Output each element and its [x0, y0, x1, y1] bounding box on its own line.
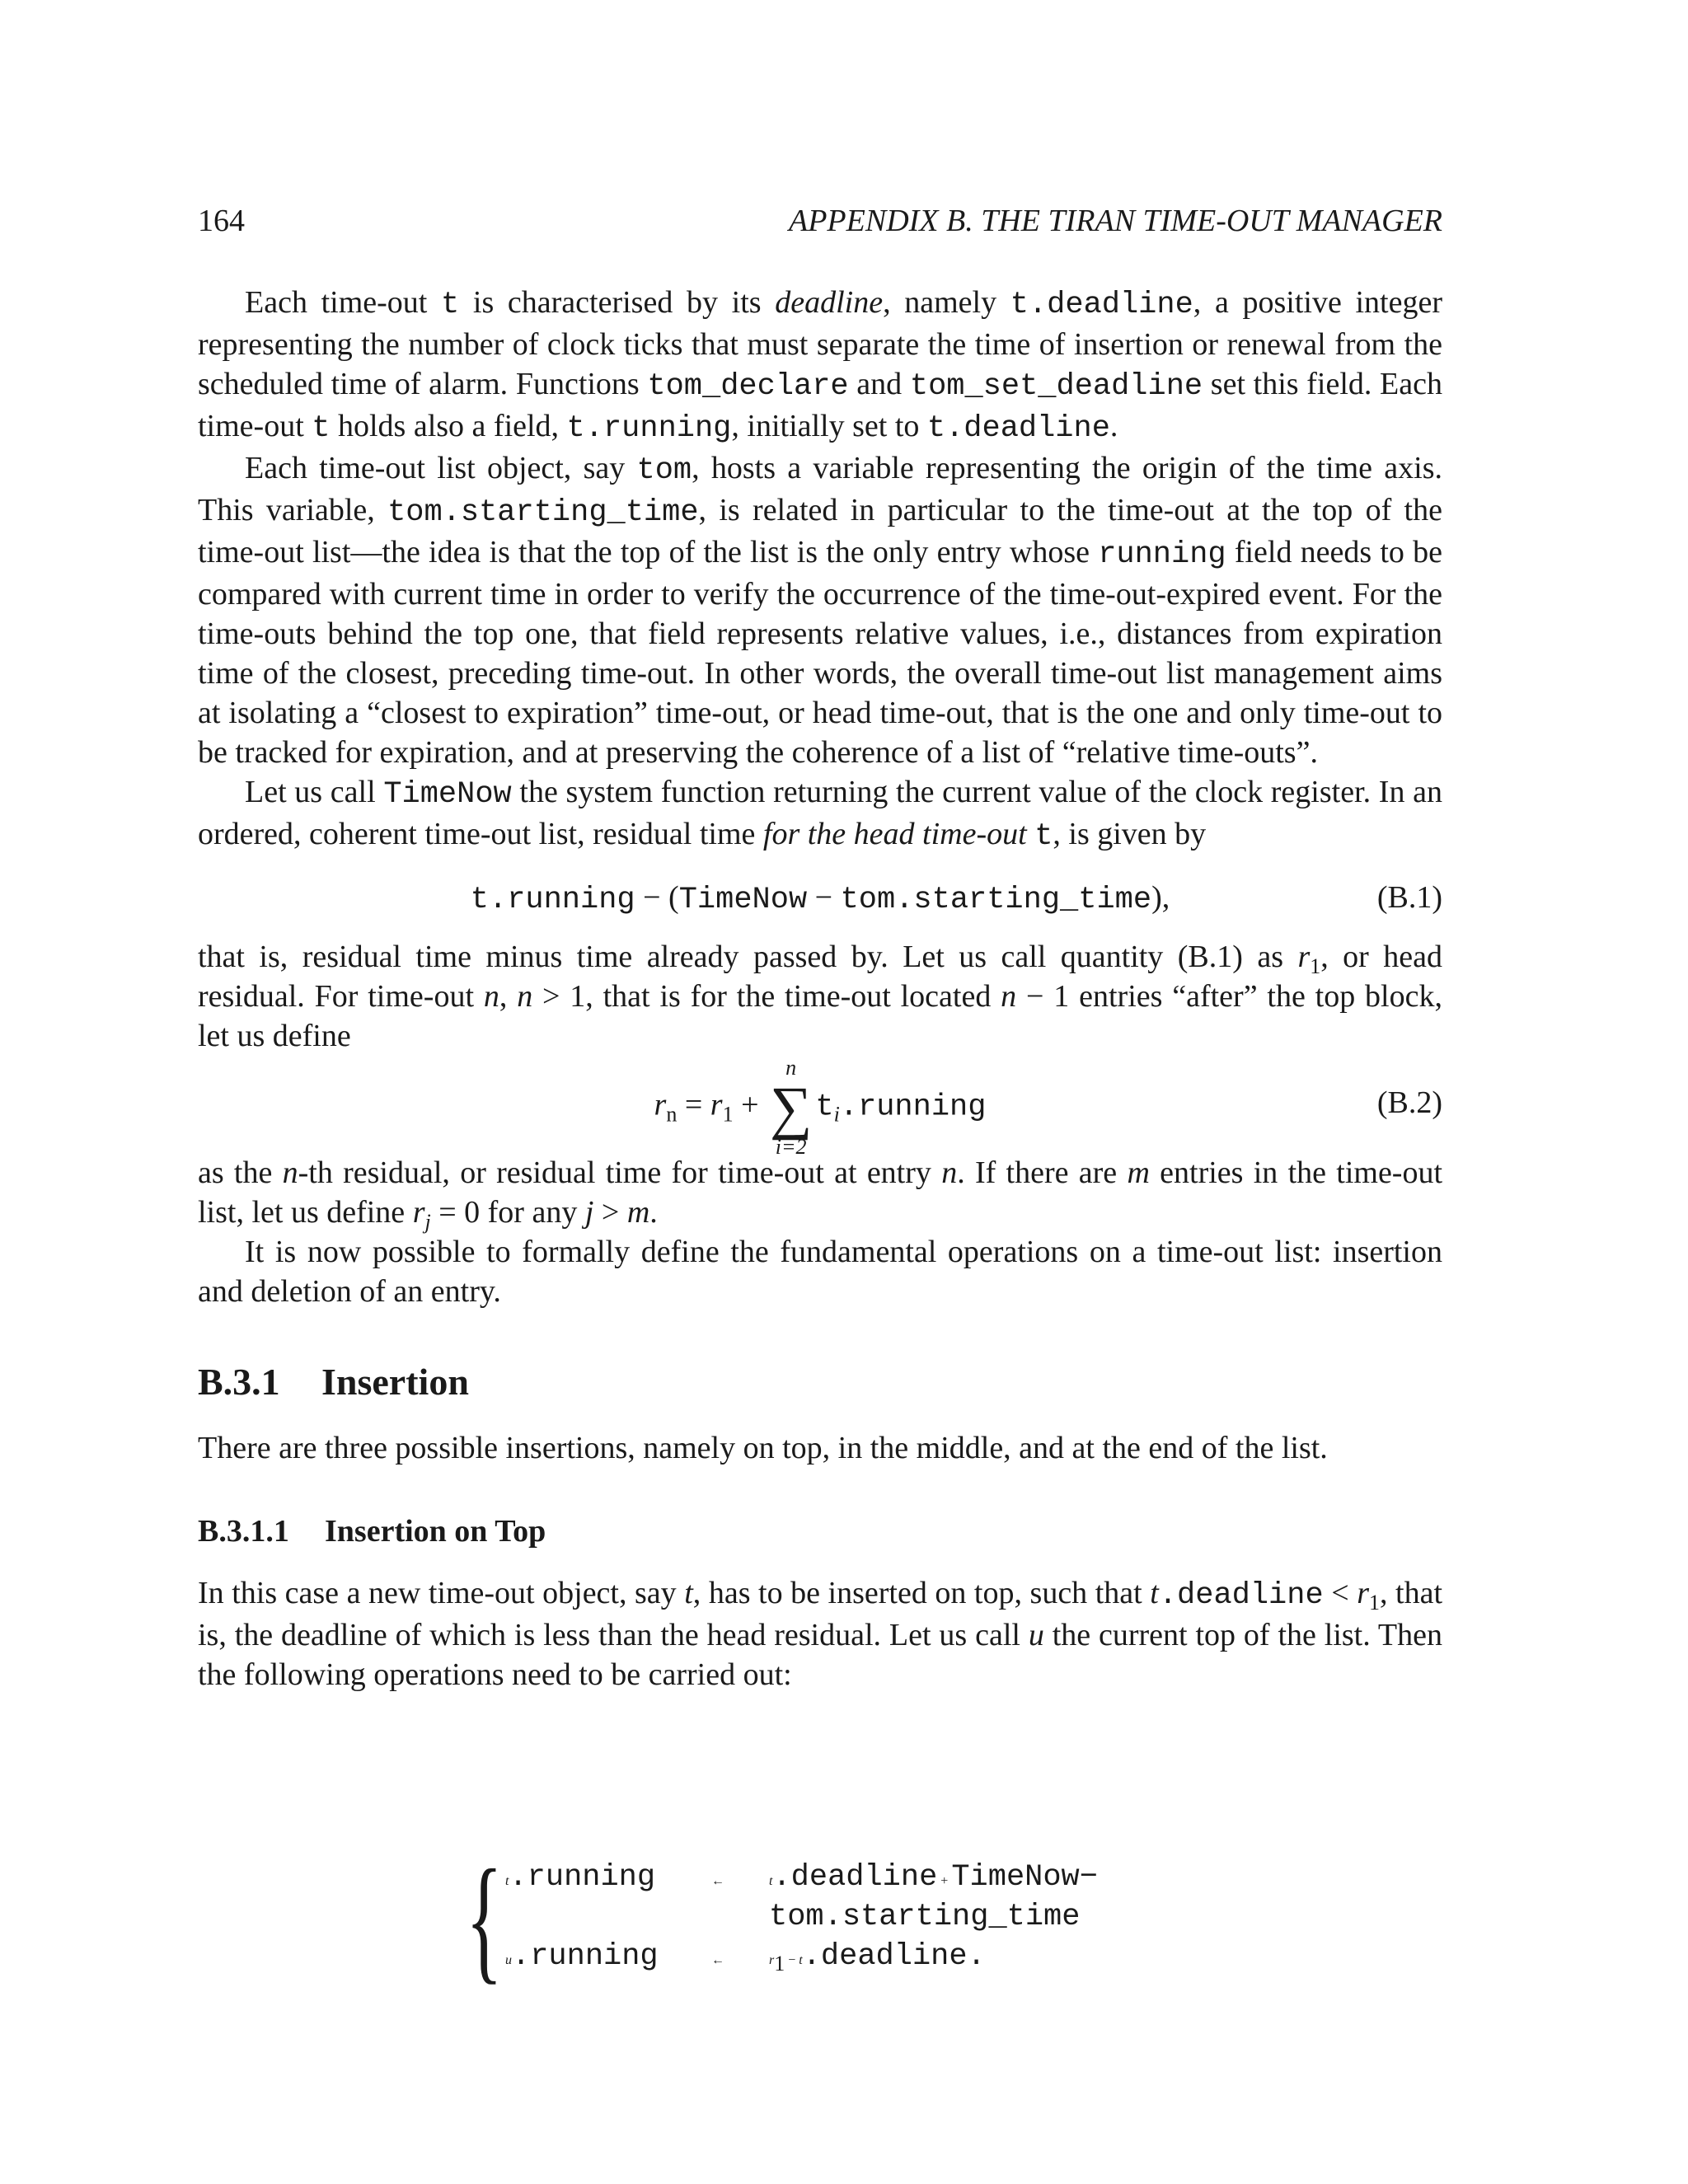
subsection-heading	[198, 1511, 1442, 1552]
equation-b1-number: (B.1)	[1376, 880, 1442, 915]
paragraph-starting-time: Each time-out list object, say tom, hosts a variable representing the origin of the time axis. This variable, tom.starting_time, is related in particular to the time-out at the top of the time-out list—the idea is that the top of the list is the only entry whose running field needs to be compared with current time in order to verify the occurrence of the time-out-expired event. For the time-outs behind the top one, that field represents relative values, i.e., distances from expiration time of the closest, preceding time-out. In other words, the overall time-out list management aims at isolating a “closest to expiration” time-out, or head time-out, that is the one and only time-out to be tracked for expiration, and at preserving the coherence of a list of “relative time-outs”.	[198, 451, 1442, 770]
section-number: B.3.1	[198, 1361, 280, 1403]
case-line-3: u.running ← $r_1$ − t.deadline.	[505, 1939, 986, 1975]
equation-b2	[198, 1056, 1442, 1159]
paragraph-head-residual: that is, residual time minus time already passed by. Let us call quantity (B.1) as $r_1$, or head residual. For time-out n, n > 1, that is for the time-out located n − 1 entries “after” the top block, let us define	[198, 940, 1442, 1053]
chapter-title: APPENDIX B. THE TIRAN TIME-OUT MANAGER	[789, 204, 1442, 238]
page-body	[198, 283, 1442, 1694]
section-heading	[198, 1357, 1442, 1407]
operations-cases	[466, 1841, 1207, 1996]
left-brace: {	[466, 1841, 503, 1996]
paragraph-nth-residual: as the n-th residual, or residual time for time-out at entry n. If there are m entries in the time-out list, let us define $r_j = 0$ for any j > m.	[198, 1155, 1443, 1234]
equation-b1-expression: t.running − (TimeNow − tom.starting_time),	[470, 880, 1170, 917]
equation-b2-expression: $r_n = r_1$ + n ∑ i=2 $t_i.running$	[654, 1056, 987, 1159]
summation-symbol: n ∑ i=2	[770, 1056, 813, 1159]
case-line-1: t.running ← t.deadline + TimeNow−	[505, 1860, 1098, 1895]
paragraph-insertions: There are three possible insertions, namely on top, in the middle, and at the end of the list.	[198, 1431, 1328, 1465]
equation-b1	[198, 876, 1442, 919]
running-header	[198, 198, 1442, 244]
equation-b2-number: (B.2)	[1376, 1085, 1442, 1120]
subsection-number: B.3.1.1	[198, 1514, 289, 1549]
paragraph-insertion-top: In this case a new time-out object, say t, has to be inserted on top, such that t.deadline < $r_1$, that is, the deadline of which is less than the head residual. Let us call u the current top of the list. Then the following operations need to be carried out:	[198, 1576, 1443, 1692]
section-title: Insertion	[321, 1361, 469, 1403]
paragraph-timenow: Let us call TimeNow the system function returning the current value of the clock register. In an ordered, coherent time-out list, residual time for the head time-out t, is given by	[198, 775, 1442, 854]
paragraph-operations: It is now possible to formally define the fundamental operations on a time-out list: insertion and deletion of an entry.	[198, 1235, 1442, 1309]
page-number: 164	[198, 204, 245, 238]
subsection-title: Insertion on Top	[325, 1514, 546, 1549]
case-line-2: tom.starting_time	[769, 1900, 1081, 1934]
paragraph-deadline: Each time-out t is characterised by its deadline, namely t.deadline, a positive integer representing the number of clock ticks that must separate the time of insertion or renewal from the scheduled time of alarm. Functions tom_declare and tom_set_deadline set this field. Each time-out t holds also a field, t.running, initially set to t.deadline.	[198, 285, 1442, 446]
